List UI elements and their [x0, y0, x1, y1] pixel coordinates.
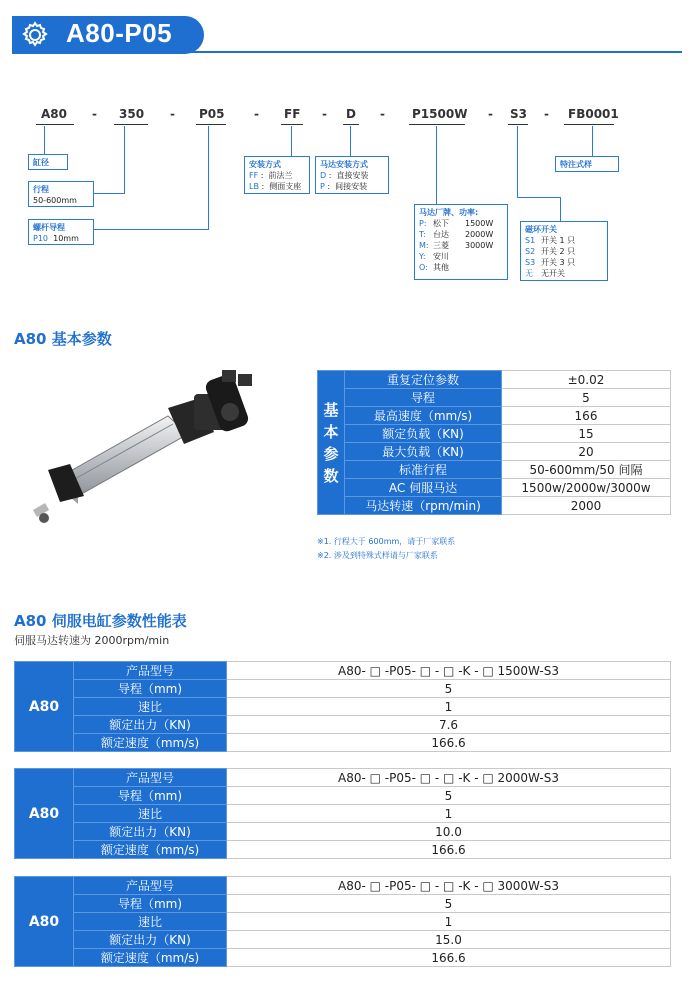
code-dash: - — [380, 107, 385, 121]
perf-value: 166.6 — [227, 949, 671, 967]
legend-value: 直接安装 — [336, 171, 369, 180]
perf-label: 速比 — [74, 913, 227, 931]
code-underline — [281, 124, 303, 125]
legend-key: FF — [249, 171, 259, 180]
connector-line — [436, 126, 437, 204]
gear-icon — [20, 20, 50, 50]
legend-motor — [414, 204, 508, 280]
table-row — [318, 389, 671, 407]
code-underline — [409, 124, 465, 125]
section-title-performance: A80 伺服电缸参数性能表 — [14, 612, 187, 630]
legend-value: 三菱 — [433, 241, 449, 250]
table-row — [318, 407, 671, 425]
perf-value: A80- □ -P05- □ - □ -K - □ 3000W-S3 — [227, 877, 671, 895]
table-row — [15, 716, 671, 734]
perf-label: 额定出力（KN) — [74, 716, 227, 734]
legend-value: 开关 3 只 — [541, 258, 576, 267]
table-row — [318, 425, 671, 443]
perf-value: A80- □ -P05- □ - □ -K - □ 2000W-S3 — [227, 769, 671, 787]
perf-label: 速比 — [74, 805, 227, 823]
param-label: AC 伺服马达 — [345, 479, 502, 497]
legend-sep: : — [328, 171, 332, 180]
perf-side-label: A80 — [15, 662, 74, 752]
table-row — [15, 734, 671, 752]
legend-value: 其他 — [433, 263, 449, 272]
perf-table-1500w — [14, 661, 671, 752]
table-row — [15, 680, 671, 698]
perf-label: 导程（mm) — [74, 787, 227, 805]
legend-bore-title: 缸径 — [33, 158, 49, 167]
table-row — [15, 805, 671, 823]
code-underline — [343, 124, 359, 125]
legend-key: O: — [419, 263, 428, 272]
legend-value: 前法兰 — [268, 171, 293, 180]
legend-value: 无开关 — [541, 269, 565, 278]
code-dash: - — [92, 107, 97, 121]
actuator-image — [18, 368, 280, 536]
legend-key: S1 — [525, 236, 536, 245]
legend-key: LB — [249, 182, 259, 191]
side-char: 本 — [323, 422, 339, 441]
legend-key: S3 — [525, 258, 536, 267]
perf-label: 额定出力（KN) — [74, 931, 227, 949]
legend-motor-title: 马达厂牌、功率: — [419, 208, 479, 217]
legend-key: Y: — [419, 252, 426, 261]
legend-bore — [28, 154, 68, 170]
legend-mount-title: 安装方式 — [249, 160, 281, 169]
perf-value: 5 — [227, 895, 671, 913]
param-label: 最大负载（KN) — [345, 443, 502, 461]
code-special: FB0001 — [568, 107, 619, 121]
param-label: 标准行程 — [345, 461, 502, 479]
connector-line — [94, 229, 209, 230]
perf-value: 5 — [227, 680, 671, 698]
connector-line — [517, 197, 561, 198]
perf-label: 额定速度（mm/s) — [74, 734, 227, 752]
legend-power: 2000W — [465, 230, 494, 239]
param-value: ±0.02 — [502, 371, 671, 389]
table-row — [15, 877, 671, 895]
param-value: 1500w/2000w/3000w — [502, 479, 671, 497]
perf-value: 7.6 — [227, 716, 671, 734]
param-value: 20 — [502, 443, 671, 461]
connector-line — [592, 126, 593, 156]
code-dash: - — [488, 107, 493, 121]
note-2: ※2. 涉及到特殊式样请与厂家联系 — [317, 551, 438, 560]
param-value: 5 — [502, 389, 671, 407]
legend-key: P — [320, 182, 325, 191]
side-char: 基 — [323, 400, 339, 419]
connector-line — [94, 193, 125, 194]
connector-line — [291, 126, 292, 156]
perf-label: 额定出力（KN) — [74, 823, 227, 841]
legend-stroke-title: 行程 — [33, 185, 49, 194]
param-label: 额定负载（KN) — [345, 425, 502, 443]
connector-line — [44, 126, 45, 154]
legend-power: 1500W — [465, 219, 494, 228]
legend-motor-mount — [315, 156, 389, 194]
param-value: 50-600mm/50 间隔 — [502, 461, 671, 479]
param-label: 马达转速（rpm/min) — [345, 497, 502, 515]
legend-lead-value: 10mm — [53, 234, 79, 243]
perf-label: 产品型号 — [74, 877, 227, 895]
table-row — [15, 931, 671, 949]
legend-sep: : — [327, 182, 331, 191]
perf-label: 速比 — [74, 698, 227, 716]
code-motor: P1500W — [412, 107, 468, 121]
legend-sep: : — [260, 171, 264, 180]
legend-key: D — [320, 171, 327, 180]
connector-line — [208, 126, 209, 230]
code-dash: - — [322, 107, 327, 121]
perf-side-label: A80 — [15, 769, 74, 859]
table-row — [15, 662, 671, 680]
legend-key: M: — [419, 241, 429, 250]
legend-key: 无 — [525, 269, 533, 278]
legend-value: 间接安装 — [335, 182, 368, 191]
page-title: A80-P05 — [66, 18, 173, 48]
performance-subtitle: 伺服马达转速为 2000rpm/min — [14, 634, 170, 647]
perf-side-label: A80 — [15, 877, 74, 967]
perf-value: 5 — [227, 787, 671, 805]
code-motor-mount: D — [346, 107, 356, 121]
legend-key: S2 — [525, 247, 536, 256]
legend-value: 松下 — [433, 219, 449, 228]
code-dash: - — [254, 107, 259, 121]
perf-label: 产品型号 — [74, 662, 227, 680]
legend-switch-title: 磁环开关 — [525, 225, 557, 234]
legend-special — [555, 156, 619, 172]
legend-motor-mount-title: 马达安装方式 — [320, 160, 368, 169]
perf-value: 15.0 — [227, 931, 671, 949]
legend-lead — [28, 219, 94, 245]
side-char: 数 — [323, 466, 339, 485]
table-row — [318, 479, 671, 497]
param-label: 重复定位参数 — [345, 371, 502, 389]
perf-label: 额定速度（mm/s) — [74, 841, 227, 859]
legend-lead-key: P10 — [33, 234, 49, 243]
legend-lead-title: 螺杆导程 — [33, 223, 65, 232]
basic-side-label — [318, 371, 345, 515]
param-value: 15 — [502, 425, 671, 443]
code-underline — [564, 124, 614, 125]
legend-stroke — [28, 181, 94, 207]
connector-line — [350, 126, 351, 156]
basic-params-table — [317, 370, 671, 515]
perf-table-3000w — [14, 876, 671, 967]
table-row — [318, 461, 671, 479]
code-mount: FF — [284, 107, 301, 121]
table-row — [15, 895, 671, 913]
legend-key: P: — [419, 219, 427, 228]
perf-label: 额定速度（mm/s) — [74, 949, 227, 967]
legend-switch — [520, 221, 608, 281]
code-underline — [196, 124, 226, 125]
perf-label: 导程（mm) — [74, 895, 227, 913]
perf-label: 导程（mm) — [74, 680, 227, 698]
legend-value: 安川 — [433, 252, 449, 261]
param-value: 2000 — [502, 497, 671, 515]
code-underline — [36, 124, 74, 125]
perf-value: A80- □ -P05- □ - □ -K - □ 1500W-S3 — [227, 662, 671, 680]
table-row — [15, 787, 671, 805]
section-title-basic: A80 基本参数 — [14, 330, 112, 348]
table-row — [318, 371, 671, 389]
connector-line — [124, 126, 125, 194]
connector-line — [517, 126, 518, 198]
code-switch: S3 — [510, 107, 527, 121]
legend-stroke-value: 50-600mm — [33, 196, 77, 205]
perf-label: 产品型号 — [74, 769, 227, 787]
param-value: 166 — [502, 407, 671, 425]
legend-sep: : — [261, 182, 265, 191]
code-stroke: 350 — [119, 107, 145, 121]
code-underline — [508, 124, 528, 125]
perf-value: 1 — [227, 805, 671, 823]
legend-value: 侧面支座 — [269, 182, 302, 191]
perf-value: 10.0 — [227, 823, 671, 841]
table-row — [15, 698, 671, 716]
note-1: ※1. 行程大于 600mm，请于厂家联系 — [317, 537, 456, 546]
legend-value: 开关 1 只 — [541, 236, 576, 245]
connector-line — [560, 197, 561, 221]
perf-value: 166.6 — [227, 734, 671, 752]
perf-table-2000w — [14, 768, 671, 859]
code-bore: A80 — [41, 107, 67, 121]
legend-special-title: 特注式样 — [560, 160, 592, 169]
param-label: 导程 — [345, 389, 502, 407]
code-underline — [114, 124, 148, 125]
perf-value: 1 — [227, 698, 671, 716]
code-dash: - — [170, 107, 175, 121]
table-row — [318, 443, 671, 461]
code-lead: P05 — [199, 107, 225, 121]
table-row — [15, 949, 671, 967]
side-char: 参 — [323, 444, 339, 463]
param-label: 最高速度（mm/s) — [345, 407, 502, 425]
legend-value: 台达 — [433, 230, 449, 239]
table-row — [15, 769, 671, 787]
perf-value: 1 — [227, 913, 671, 931]
legend-power: 3000W — [465, 241, 494, 250]
table-row — [318, 497, 671, 515]
table-row — [15, 913, 671, 931]
code-dash: - — [544, 107, 549, 121]
legend-mount — [244, 156, 310, 194]
legend-value: 开关 2 只 — [541, 247, 576, 256]
perf-value: 166.6 — [227, 841, 671, 859]
legend-key: T: — [419, 230, 426, 239]
table-row — [15, 841, 671, 859]
table-row — [15, 823, 671, 841]
